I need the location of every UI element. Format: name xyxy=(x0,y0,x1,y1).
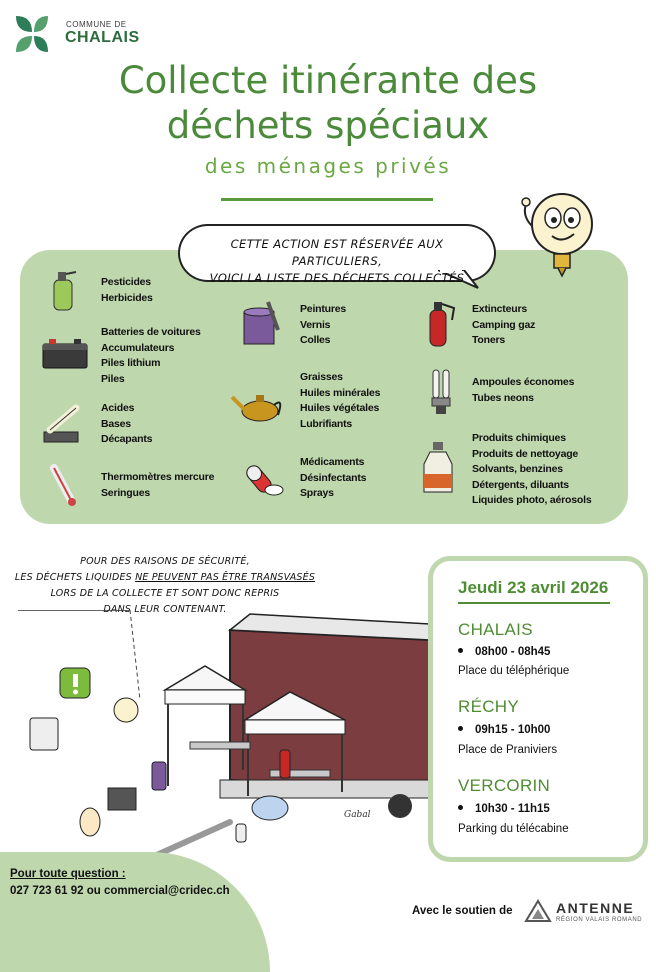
stop-time-vercorin-text: 10h30 - 11h15 xyxy=(475,803,550,815)
item-accumulateurs: Accumulateurs xyxy=(101,341,175,354)
title-divider xyxy=(221,198,433,201)
item-lubrifiants: Lubrifiants xyxy=(300,417,353,430)
antenne-subtitle: RÉGION VALAIS ROMAND xyxy=(556,917,643,923)
pesticide-sprayer-icon xyxy=(48,268,78,312)
page-subtitle: des ménages privés xyxy=(204,154,452,178)
item-medicaments: Médicaments xyxy=(300,456,365,468)
contact-question: Pour toute question : xyxy=(10,868,126,880)
stop-time-chalais xyxy=(458,646,550,658)
item-camping-gaz: Camping gaz xyxy=(472,318,536,331)
item-batteries-voitures: Batteries de voitures xyxy=(101,326,201,338)
commune-name: CHALAIS xyxy=(65,29,140,46)
item-peintures: Peintures xyxy=(300,303,347,315)
item-herbicides: Herbicides xyxy=(101,291,153,304)
support-label: Avec le soutien de xyxy=(412,905,513,917)
item-huiles-vegetales: Huiles végétales xyxy=(300,402,380,414)
item-pesticides: Pesticides xyxy=(101,276,151,288)
item-decapants: Décapants xyxy=(101,433,153,445)
item-bases: Bases xyxy=(101,417,131,430)
car-battery-icon xyxy=(40,336,90,370)
acid-pipette-icon xyxy=(40,404,86,446)
item-tubes-neons: Tubes neons xyxy=(472,391,534,404)
stop-time-chalais-text: 08h00 - 08h45 xyxy=(475,646,551,658)
item-piles: Piles xyxy=(101,372,125,385)
antenne-logo-icon xyxy=(524,899,552,923)
item-detergents: Détergents, diluants xyxy=(472,478,569,491)
commune-logo-icon xyxy=(12,14,52,54)
bullet-icon xyxy=(458,726,463,731)
item-piles-lithium: Piles lithium xyxy=(101,357,161,369)
stop-town-chalais: CHALAIS xyxy=(458,620,533,639)
category-graisses xyxy=(300,370,380,432)
thermometer-icon xyxy=(50,464,78,508)
stop-time-vercorin xyxy=(458,803,550,815)
bullet-icon xyxy=(458,805,463,810)
category-ampoules xyxy=(472,375,574,406)
stop-place-chalais: Place du téléphérique xyxy=(458,665,570,677)
item-liquides-photo: Liquides photo, aérosols xyxy=(472,494,592,506)
safety-line-2a: LES DÉCHETS LIQUIDES xyxy=(14,572,136,583)
safety-line-3: LORS DE LA COLLECTE ET SONT DONC REPRIS xyxy=(50,588,280,599)
item-huiles-minerales: Huiles minérales xyxy=(300,386,381,399)
item-desinfectants: Désinfectants xyxy=(300,471,367,484)
safety-line-1: POUR DES RAISONS DE SÉCURITÉ, xyxy=(80,556,250,567)
item-ampoules: Ampoules économes xyxy=(472,376,575,388)
category-batteries xyxy=(101,325,201,387)
oil-can-icon xyxy=(230,385,286,425)
item-vernis: Vernis xyxy=(300,318,331,331)
item-solvants: Solvants, benzines xyxy=(472,463,563,475)
fire-extinguisher-icon xyxy=(422,298,456,348)
illustration-signature: Gabal xyxy=(344,810,371,820)
chemical-bottle-icon xyxy=(420,440,456,496)
pills-icon xyxy=(244,458,286,498)
bubble-text xyxy=(186,236,488,287)
item-toners: Toners xyxy=(472,334,506,346)
energy-saving-bulb-icon xyxy=(428,368,454,416)
safety-line-2 xyxy=(0,570,330,586)
bubble-line-2: VOICI LA LISTE DES DÉCHETS COLLECTÉS xyxy=(209,271,465,285)
safety-note xyxy=(0,554,330,618)
category-peintures xyxy=(300,302,346,349)
item-extincteurs: Extincteurs xyxy=(472,303,527,315)
page-title xyxy=(0,58,656,148)
bullet-icon xyxy=(458,648,463,653)
category-medicaments xyxy=(300,455,366,502)
safety-emphasis: NE PEUVENT PAS ÊTRE TRANSVASÉS xyxy=(135,572,316,583)
item-acides: Acides xyxy=(101,402,135,414)
title-line-1: Collecte itinérante des xyxy=(118,59,538,102)
lightbulb-mascot-icon xyxy=(520,186,606,278)
category-acides xyxy=(101,401,152,448)
item-produits-chimiques: Produits chimiques xyxy=(472,432,566,444)
stop-town-vercorin: VERCORIN xyxy=(458,776,551,795)
category-chimiques xyxy=(472,431,591,509)
antenne-name: ANTENNE xyxy=(556,900,635,916)
paint-can-icon xyxy=(238,300,284,348)
stop-place-vercorin: Parking du télécabine xyxy=(458,823,569,835)
title-line-2: déchets spéciaux xyxy=(166,104,490,147)
category-extincteurs xyxy=(472,302,535,349)
category-pesticides xyxy=(101,275,153,306)
commune-label: COMMUNE DE xyxy=(66,20,127,29)
category-thermo xyxy=(101,470,214,501)
item-produits-nettoyage: Produits de nettoyage xyxy=(472,447,579,460)
item-thermometres: Thermomètres mercure xyxy=(101,471,215,483)
item-graisses: Graisses xyxy=(300,371,343,383)
stop-town-rechy: RÉCHY xyxy=(458,697,520,716)
schedule-date-underline xyxy=(458,602,610,604)
stop-time-rechy-text: 09h15 - 10h00 xyxy=(475,724,551,736)
bubble-line-1: CETTE ACTION EST RÉSERVÉE AUX PARTICULIERS, xyxy=(230,237,444,268)
item-sprays: Sprays xyxy=(300,487,334,499)
stop-place-rechy: Place de Praniviers xyxy=(458,744,558,756)
contact-details: 027 723 61 92 ou commercial@cridec.ch xyxy=(10,885,230,897)
item-seringues: Seringues xyxy=(101,486,150,499)
safety-line-4: DANS LEUR CONTENANT. xyxy=(103,604,227,615)
schedule-date: Jeudi 23 avril 2026 xyxy=(458,578,609,597)
stop-time-rechy xyxy=(458,724,550,736)
item-colles: Colles xyxy=(300,334,331,346)
